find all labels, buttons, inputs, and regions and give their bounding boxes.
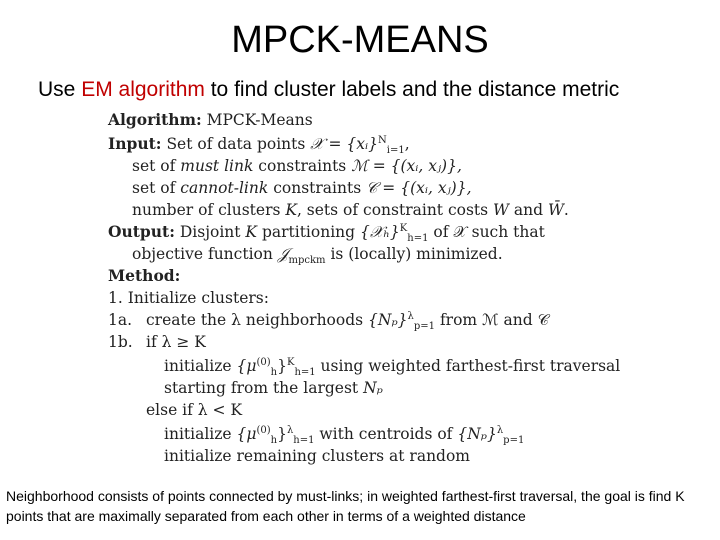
footer-note: Neighborhood consists of points connected by must-links; in weighted farthest-first traversal, the goal is find K points that are maximally separated from each other in terms of a weighted distance [6,488,685,524]
clusters-and: and [508,201,548,219]
algo-label: Algorithm: [108,110,202,129]
input-math: 𝒳 = {xᵢ} [310,135,379,153]
init2-sup: λ [286,424,294,436]
starting-math: Nₚ [363,379,383,397]
init2-close: } [277,425,287,443]
cannotlink-math: 𝒞 = {(xᵢ, xⱼ)}, [366,179,472,197]
slide-title: MPCK-MEANS [231,19,489,61]
init1-sup: K [286,356,295,368]
starting-text: starting from the largest [164,379,364,397]
subtitle-highlight: EM algorithm [81,78,205,101]
algo-line-starting [164,378,383,398]
init1-sub0: h [270,367,278,379]
slide-subtitle [38,76,619,104]
init2-sup0: (0) [256,424,271,436]
step1a-math: {Nₚ} [368,311,408,329]
output-math: {𝒳ₕ} [360,223,400,241]
input-text: Set of data points [161,135,311,153]
cannotlink-it: cannot-link [180,179,269,197]
algo-line-step1 [108,288,269,308]
output-text: Disjoint [174,223,246,241]
algo-line-mustlink [132,156,462,176]
init1-sub: h=1 [294,367,316,379]
step1a-end: from ℳ and 𝒞 [435,311,549,329]
init1-text: initialize [164,357,237,375]
init2-sub2: p=1 [503,435,525,447]
step1b-num: 1b. [108,333,133,351]
objective-math: 𝒥 [277,245,289,263]
clusters-k: K [285,201,297,219]
init2-math: {μ [236,425,257,443]
algo-line-cannotlink [132,178,472,198]
init1-end: using weighted farthest-first traversal [315,357,621,375]
input-label: Input: [108,134,162,153]
init2-mid: with centroids of [314,425,458,443]
init2-sup2: λ [496,424,504,436]
cannotlink-post: constraints [268,179,367,197]
init2-sub0: h [270,435,278,447]
step1a-num: 1a. [108,311,133,329]
mustlink-math: ℳ = {(xᵢ, xⱼ)}, [351,157,462,175]
output-k: K [245,223,258,241]
algo-line-init1 [164,356,621,379]
step1a-sub: p=1 [413,321,436,333]
step1b-text: if λ ≥ K [146,333,206,351]
input-sub: i=1 [386,145,405,157]
init2-sub: h=1 [293,435,315,447]
step1a-text: create the λ neighborhoods [146,311,369,329]
mustlink-pre: set of [132,157,181,175]
algo-line-elseif [146,400,242,420]
algo-line-method [108,266,180,286]
clusters-text: number of clusters [132,201,286,219]
objective-text: objective function [132,245,278,263]
init1-close: } [277,357,287,375]
algo-line-step1b [108,332,206,352]
input-sup: N [378,134,387,146]
step1a-sup: λ [407,310,414,322]
algo-line-output [108,222,545,245]
algo-line-init2 [164,424,525,447]
subtitle-after: to find cluster labels and the distance metric [204,78,620,101]
algo-line-remaining [164,446,470,466]
mustlink-it: must link [180,157,254,175]
algo-name: MPCK-Means [201,111,313,129]
objective-end: is (locally) minimized. [325,245,503,263]
mustlink-post: constraints [253,157,352,175]
output-end: of 𝒳 such that [428,223,545,241]
init1-math: {μ [236,357,257,375]
init1-sup0: (0) [256,356,271,368]
remaining-text: initialize remaining clusters at random [164,447,471,465]
step1-text: 1. Initialize clusters: [108,289,269,307]
algo-line-input [108,134,410,157]
init2-math2: {Nₚ} [457,425,497,443]
algo-line-clusters [132,200,569,220]
cannotlink-pre: set of [132,179,181,197]
algo-line-title [108,110,313,130]
output-mid: partitioning [257,223,360,241]
elseif-text: else if λ < K [146,401,243,419]
algo-line-step1a [108,310,549,333]
init2-text: initialize [164,425,237,443]
output-sub: h=1 [407,233,429,245]
output-sup: K [399,222,408,234]
clusters-w: W [493,201,509,219]
algo-line-objective [132,244,503,267]
clusters-mid: , sets of constraint costs [296,201,494,219]
subtitle-before: Use [38,78,82,101]
input-end: , [404,135,410,153]
clusters-end: . [563,201,569,219]
objective-sub: mpckm [288,255,326,267]
clusters-wbar: W̄ [547,201,564,219]
method-label: Method: [108,266,181,285]
output-label: Output: [108,222,175,241]
